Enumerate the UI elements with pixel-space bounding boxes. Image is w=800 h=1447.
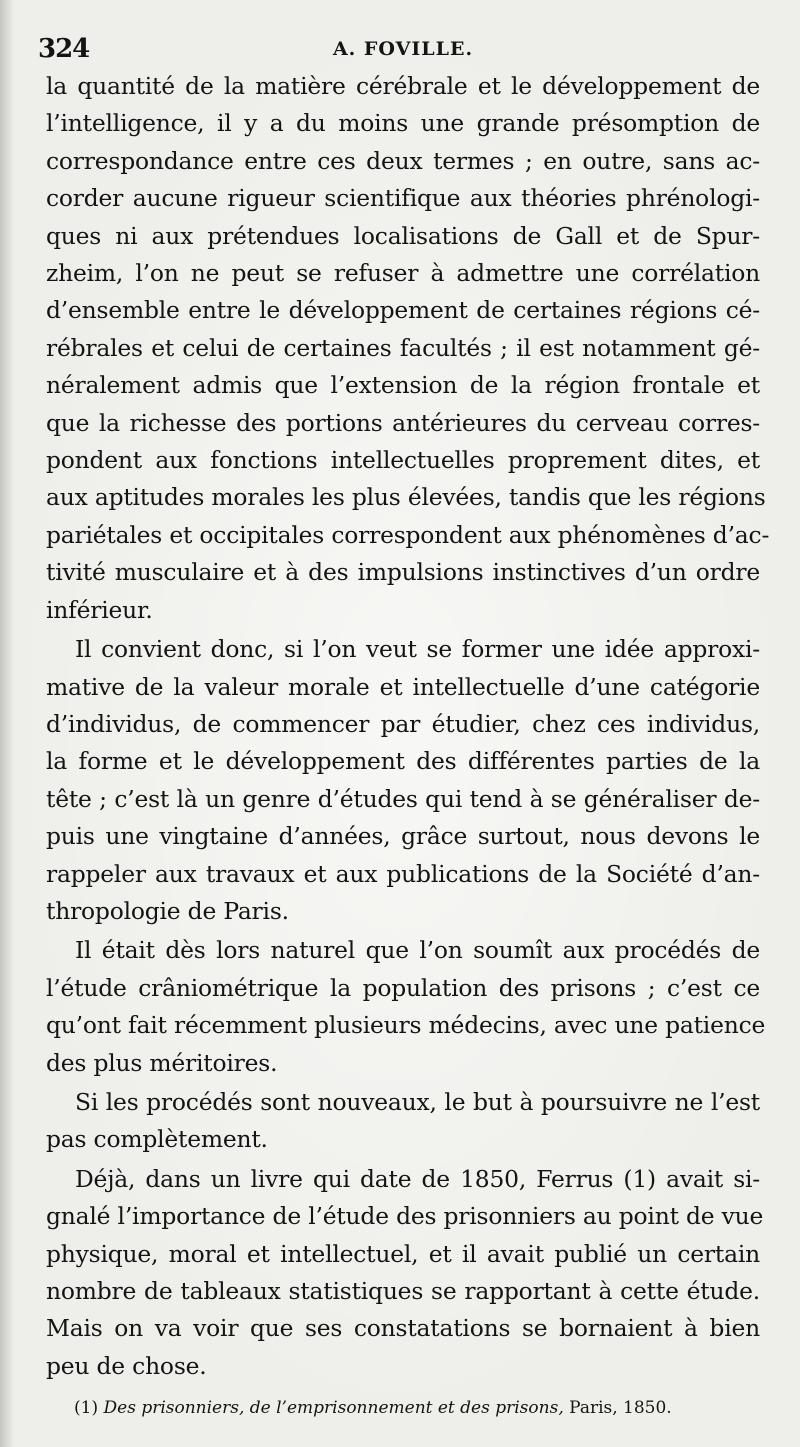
text-line: Déjà, dans un livre qui date de 1850, Ferrus (1) avait si- xyxy=(75,1164,760,1193)
text-line: d’ensemble entre le développement de certaines régions cé- xyxy=(46,296,760,325)
text-line: Il convient donc, si l’on veut se former une idée approxi- xyxy=(75,635,760,664)
text-line: pariétales et occipitales correspondent aux phénomènes d’ac- xyxy=(46,520,770,549)
text-line: Mais on va voir que ses constatations se bornaient à bien xyxy=(46,1314,760,1343)
text-line: tête ; c’est là un genre d’études qui tend à se généraliser de- xyxy=(46,784,760,813)
paragraph xyxy=(46,631,760,930)
footnote-mark: (1) xyxy=(74,1398,99,1419)
text-line: mative de la valeur morale et intellectuelle d’une catégorie xyxy=(46,672,760,701)
text-line: inférieur. xyxy=(46,595,153,624)
footnote-title: Des prisonniers, de l’emprisonnement et des prisons, xyxy=(103,1398,564,1419)
text-line: thropologie de Paris. xyxy=(46,896,289,925)
text-line: la forme et le développement des différentes parties de la xyxy=(46,747,760,776)
text-line: tivité musculaire et à des impulsions instinctives d’un ordre xyxy=(46,558,760,587)
page-number: 324 xyxy=(38,34,90,64)
text-line: néralement admis que l’extension de la région frontale et xyxy=(46,371,760,400)
text-line: pondent aux fonctions intellectuelles proprement dites, et xyxy=(46,446,760,475)
text-line: gnalé l’importance de l’étude des prisonniers au point de vue xyxy=(46,1202,764,1231)
text-line: l’intelligence, il y a du moins une grande présomption de xyxy=(46,109,760,138)
paragraph xyxy=(46,932,766,1082)
text-line: qu’ont fait récemment plusieurs médecins, avec une patience xyxy=(46,1011,766,1040)
text-line: physique, moral et intellectuel, et il avait publié un certain xyxy=(46,1239,760,1268)
text-line: que la richesse des portions antérieures du cerveau corres- xyxy=(46,408,760,437)
text-line: d’individus, de commencer par étudier, chez ces individus, xyxy=(46,709,760,738)
text-line: des plus méritoires. xyxy=(46,1048,278,1077)
text-line: peu de chose. xyxy=(46,1351,207,1380)
text-line: rappeler aux travaux et aux publications de la Société d’an- xyxy=(46,859,760,888)
text-line: nombre de tableaux statistiques se rapportant à cette étude. xyxy=(46,1277,760,1305)
text-line: correspondance entre ces deux termes ; en outre, sans ac- xyxy=(46,146,760,175)
paragraph xyxy=(46,1161,764,1385)
text-line: rébrales et celui de certaines facultés ; il est notamment gé- xyxy=(46,333,760,362)
text-line: aux aptitudes morales les plus élevées, tandis que les régions xyxy=(46,483,766,512)
paragraph xyxy=(46,68,770,629)
footnote-place-date: Paris, 1850. xyxy=(569,1398,672,1419)
text-line: Si les procédés sont nouveaux, le but à poursuivre ne l’est xyxy=(75,1087,760,1116)
text-line: l’étude crâniométrique la population des prisons ; c’est ce xyxy=(46,973,760,1002)
page-header xyxy=(38,30,760,66)
running-head: A. FOVILLE. xyxy=(332,38,474,60)
paragraph xyxy=(46,1084,760,1159)
text-line: corder aucune rigueur scientifique aux théories phrénologi- xyxy=(46,184,760,213)
text-line: pas complètement. xyxy=(46,1125,268,1154)
text-line: zheim, l’on ne peut se refuser à admettre une corrélation xyxy=(46,259,760,288)
body-text xyxy=(46,68,770,1385)
text-line: Il était dès lors naturel que l’on soumît aux procédés de xyxy=(75,936,760,965)
text-line: la quantité de la matière cérébrale et le développement de xyxy=(46,72,760,100)
text-line: ques ni aux prétendues localisations de Gall et de Spur- xyxy=(46,221,760,250)
footnote xyxy=(46,1397,760,1419)
text-line: puis une vingtaine d’années, grâce surtout, nous devons le xyxy=(46,822,760,851)
